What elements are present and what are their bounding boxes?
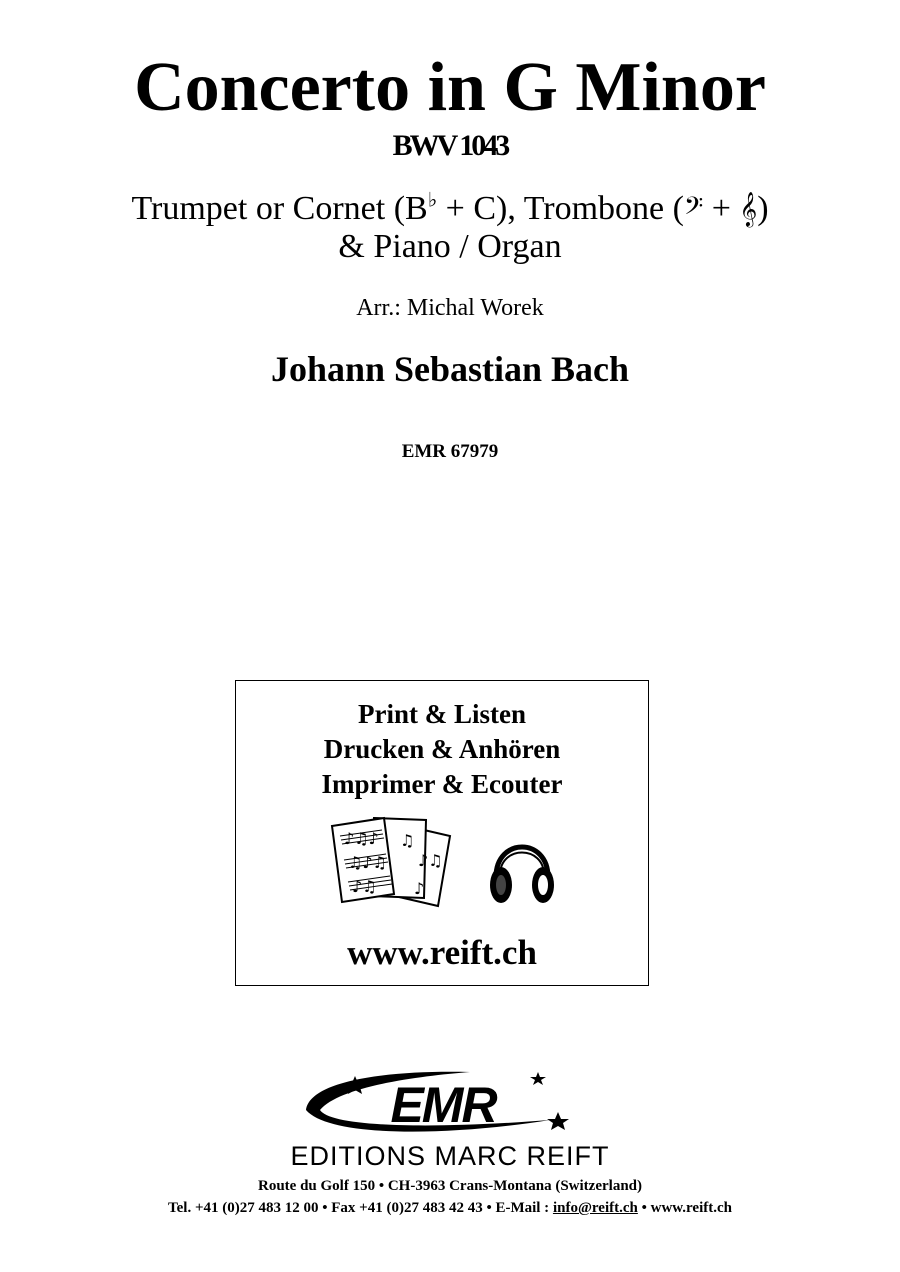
page-title: Concerto in G Minor (134, 49, 766, 126)
print-listen-box (235, 680, 649, 986)
svg-text:♫♪♫: ♫♪♫ (348, 853, 387, 872)
contact-phone-fax: Tel. +41 (0)27 483 12 00 • Fax +41 (0)27 483 42 43 • E-Mail : (168, 1200, 553, 1216)
contact-website[interactable]: • www.reift.ch (637, 1200, 732, 1216)
publisher-address: Route du Golf 150 • CH-3963 Crans-Montana (Switzerland) (258, 1178, 642, 1194)
headphones-icon (486, 829, 558, 909)
instrumentation-prefix: Trumpet or Cornet (B (131, 190, 428, 227)
flat-sign: ♭ (427, 189, 438, 212)
svg-text:♪♫♪: ♪♫♪ (344, 829, 379, 848)
svg-text:♪♫: ♪♫ (352, 877, 377, 896)
promo-line-english: Print & Listen (358, 699, 526, 729)
publisher-name: EDITIONS MARC REIFT (290, 1141, 610, 1171)
edition-number: EMR 67979 (401, 441, 499, 462)
emr-logo-text: EMR (390, 1077, 496, 1133)
svg-text:♫: ♫ (400, 831, 415, 850)
instrumentation-plus: + (703, 190, 740, 227)
promo-line-french: Imprimer & Ecouter (321, 769, 563, 799)
treble-clef-icon: 𝄞 (739, 192, 758, 227)
instrumentation-line-1 (0, 188, 900, 231)
sheet-music-icon (328, 814, 460, 909)
catalog-number: BWV 1043 (392, 129, 508, 162)
svg-text:♪♫: ♪♫ (418, 851, 443, 870)
composer: Johann Sebastian Bach (270, 349, 630, 389)
promo-url-link[interactable]: www.reift.ch (347, 933, 537, 972)
instrumentation-mid: + C), Trombone ( (437, 190, 684, 227)
bass-clef-icon: 𝄢 (683, 192, 704, 227)
instrumentation-line-2: & Piano / Organ (338, 228, 562, 265)
publisher-contact (0, 1198, 900, 1218)
email-link[interactable]: info@reift.ch (552, 1200, 638, 1216)
svg-text:♪: ♪ (414, 879, 425, 898)
arranger: Arr.: Michal Worek (356, 295, 544, 321)
promo-line-german: Drucken & Anhören (323, 734, 561, 764)
instrumentation-suffix: ) (757, 190, 769, 227)
